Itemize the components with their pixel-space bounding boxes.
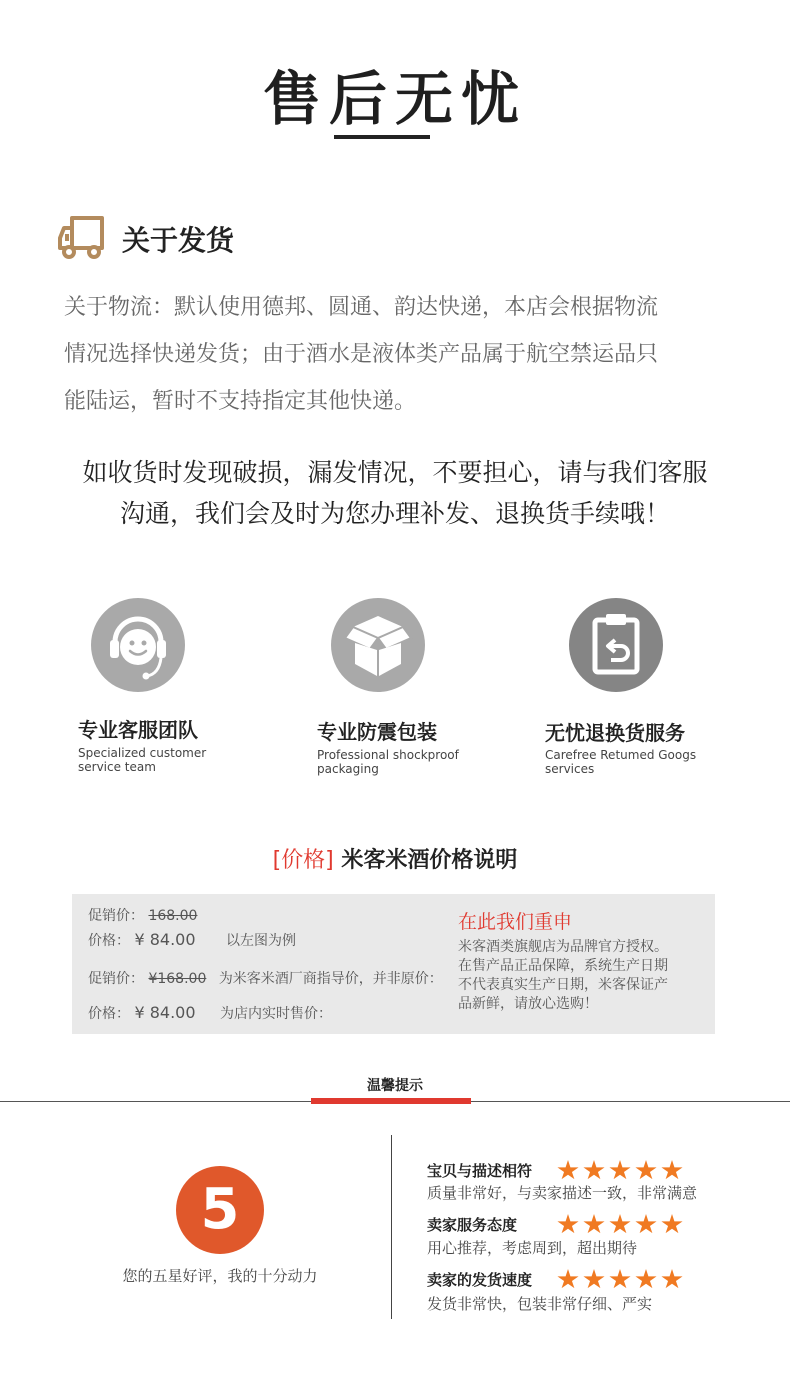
customer-service-icon (91, 598, 185, 692)
feature-subtitle-line: service team (78, 760, 156, 774)
feature-subtitle-line: Professional shockproof (317, 748, 459, 762)
star-icon (609, 1160, 631, 1181)
damage-notice (0, 452, 790, 534)
feature-subtitle-service (78, 746, 206, 774)
star-icon (635, 1214, 657, 1235)
price-heading-text: 米客米酒价格说明 (341, 848, 518, 873)
price-row-note: 为店内实时售价： (219, 1006, 332, 1022)
page-title: 售后无忧 (262, 65, 527, 133)
price-row-label: 促销价： (88, 908, 144, 924)
feature-subtitle-line: Specialized customer (78, 746, 207, 760)
price-row-label: 价格： (88, 1006, 130, 1022)
rating-label: 卖家服务态度 (427, 1216, 518, 1234)
five-star-caption: 您的五星好评，我的十分动力 (122, 1267, 318, 1285)
price-row-value: ¥168.00 (148, 971, 207, 987)
shipping-line: 能陆运，暂时不支持指定其他快递。 (64, 389, 417, 414)
price-row-note: 以左图为例 (225, 933, 296, 949)
star-icon (661, 1214, 683, 1235)
feature-title-service: 专业客服团队 (78, 718, 198, 742)
tips-accent-bar (311, 1098, 471, 1104)
star-icon (661, 1269, 683, 1290)
five-star-badge: 5 (176, 1166, 264, 1254)
star-icon (557, 1160, 579, 1181)
rating-stars (557, 1160, 683, 1181)
statement-line: 在售产品正品保障，系统生产日期 (458, 958, 668, 974)
feature-title-packaging: 专业防震包装 (317, 720, 437, 744)
price-row (88, 930, 296, 950)
notice-line: 如收货时发现破损，漏发情况，不要担心，请与我们客服 (82, 458, 708, 487)
rating-stars (557, 1214, 683, 1235)
rating-label: 宝贝与描述相符 (427, 1162, 533, 1180)
tips-label: 温馨提示 (367, 1078, 423, 1094)
shipping-heading: 关于发货 (122, 224, 235, 257)
price-row (88, 905, 197, 925)
vertical-divider (391, 1135, 392, 1319)
price-row-value: 168.00 (148, 908, 198, 924)
statement-title: 在此我们重申 (458, 911, 573, 933)
notice-line: 沟通，我们会及时为您办理补发、退换货手续哦！ (119, 499, 670, 528)
star-icon (583, 1269, 605, 1290)
price-row (88, 968, 443, 988)
feature-subtitle-line: services (545, 762, 595, 776)
shipping-line: 关于物流：默认使用德邦、圆通、韵达快递，本店会根据物流 (64, 295, 659, 320)
feature-subtitle-line: Carefree Retumed Googs (545, 748, 697, 762)
package-box-icon (331, 598, 425, 692)
star-icon (635, 1269, 657, 1290)
rating-description: 质量非常好，与卖家描述一致，非常满意 (427, 1184, 698, 1202)
feature-subtitle-returns (545, 748, 696, 776)
shipping-paragraph (64, 284, 724, 425)
star-icon (557, 1214, 579, 1235)
statement-line: 品新鲜，请放心选购！ (458, 996, 598, 1012)
rating-stars (557, 1269, 683, 1290)
price-row-value: ¥ 84.00 (134, 1003, 196, 1022)
star-icon (583, 1214, 605, 1235)
statement-line: 不代表真实生产日期，米客保证产 (458, 977, 668, 993)
star-icon (557, 1269, 579, 1290)
star-icon (661, 1160, 683, 1181)
feature-subtitle-line: packaging (317, 762, 379, 776)
statement-line: 米客酒类旗舰店为品牌官方授权。 (458, 939, 668, 955)
price-row-value: ¥ 84.00 (134, 930, 196, 949)
return-clipboard-icon (569, 598, 663, 692)
shipping-line: 情况选择快递发货；由于酒水是液体类产品属于航空禁运品只 (64, 342, 659, 367)
rating-description: 发货非常快，包装非常仔细、严实 (427, 1295, 653, 1313)
rating-label: 卖家的发货速度 (427, 1271, 533, 1289)
price-row-note: 为米客米酒厂商指导价，并非原价： (218, 971, 443, 987)
title-underline (334, 135, 430, 139)
star-icon (635, 1160, 657, 1181)
feature-title-returns: 无忧退换货服务 (545, 721, 685, 745)
star-icon (609, 1269, 631, 1290)
delivery-truck-icon (58, 214, 108, 260)
rating-description: 用心推荐，考虑周到，超出期待 (427, 1239, 638, 1257)
statement-text (458, 938, 708, 1014)
price-row (88, 1003, 332, 1023)
price-heading (0, 843, 790, 874)
feature-subtitle-packaging (317, 748, 459, 776)
price-tag: [价格] (272, 848, 334, 873)
star-icon (609, 1214, 631, 1235)
price-row-label: 价格： (88, 933, 130, 949)
star-icon (583, 1160, 605, 1181)
price-row-label: 促销价： (88, 971, 144, 987)
